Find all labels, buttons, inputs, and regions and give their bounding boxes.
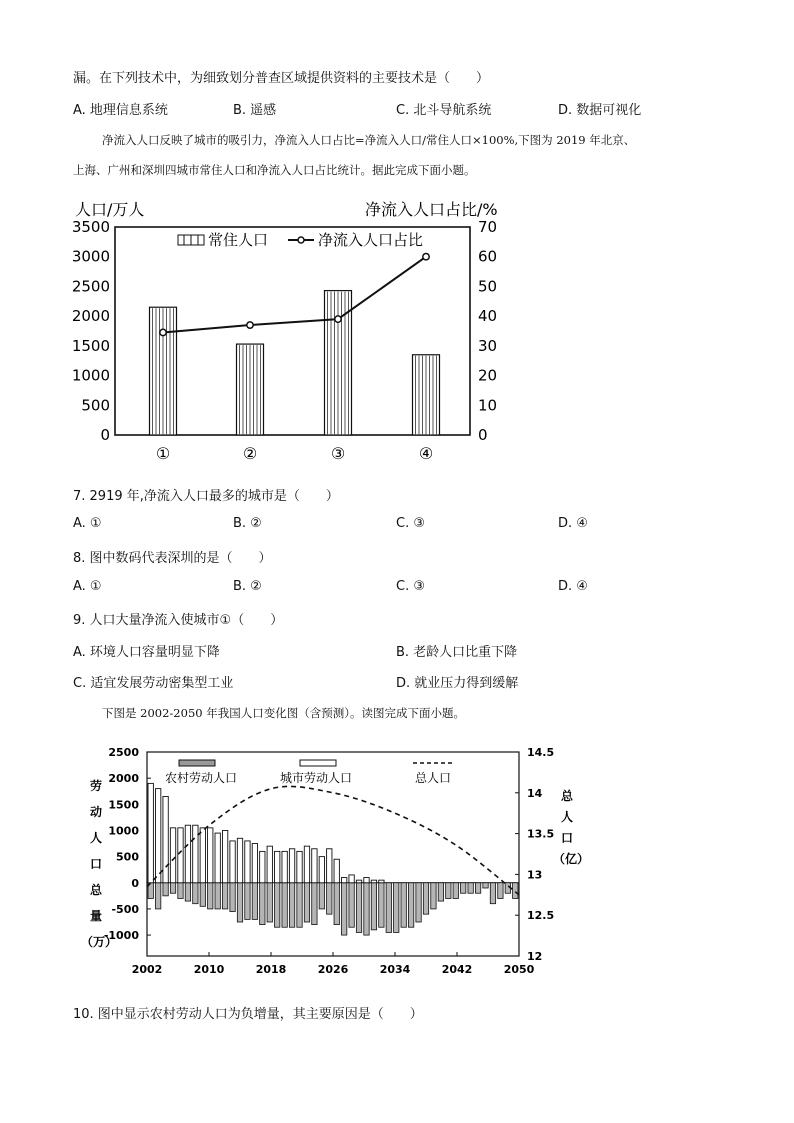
chart2-rural-bar — [401, 883, 406, 927]
chart2-urban-bar — [245, 841, 250, 883]
chart2-urban-bar — [193, 825, 198, 883]
chart2-urban-bar — [155, 789, 160, 883]
chart2-rural-bar — [267, 883, 272, 922]
chart2-rural-bar — [312, 883, 317, 925]
chart2-rural-bar — [416, 883, 421, 922]
chart2-urban-bar — [282, 851, 287, 882]
chart2-urban-bar — [163, 796, 168, 882]
chart2-rural-bar — [304, 883, 309, 922]
chart2-rural-bar — [431, 883, 436, 909]
q7-option-c[interactable]: C. ③ — [396, 516, 425, 531]
chart1-right-tick-label: 50 — [478, 277, 498, 296]
chart2-urban-bar — [208, 828, 213, 883]
q8-option-b[interactable]: B. ② — [233, 579, 262, 594]
chart1-left-tick-label: 2000 — [71, 307, 110, 326]
chart2-urban-bar — [312, 849, 317, 883]
chart1-right-tick-label: 40 — [478, 307, 498, 326]
q6-option-c[interactable]: C. 北斗导航系统 — [396, 103, 492, 118]
chart2-urban-bar — [304, 846, 309, 883]
chart2-x-tick-label: 2002 — [131, 963, 163, 976]
chart2-rural-bar — [327, 883, 332, 914]
chart2-left-title-char: （万） — [81, 935, 118, 949]
chart2-left-tick-label: 1000 — [108, 824, 139, 838]
chart2-urban-bar — [222, 830, 227, 882]
chart1-right-tick-label: 0 — [478, 426, 488, 444]
chart2-rural-bar — [468, 883, 473, 893]
chart1-right-tick-label: 10 — [478, 396, 498, 415]
chart2-rural-bar — [297, 883, 302, 927]
chart2-right-tick-label: 13 — [527, 868, 543, 882]
chart1-right-tick-label: 20 — [478, 366, 498, 385]
chart2-rural-bar — [275, 883, 280, 927]
chart2-urban-bar — [215, 833, 220, 883]
chart1-ratio-line — [163, 257, 426, 333]
chart1-left-tick-label: 1500 — [71, 336, 110, 355]
chart1-category-label: ② — [242, 444, 258, 463]
chart2-legend-rural-label: 农村劳动人口 — [165, 771, 238, 785]
q9-option-d[interactable]: D. 就业压力得到缓解 — [396, 676, 519, 691]
chart2-urban-bar — [185, 825, 190, 883]
chart2-x-tick-label: 2050 — [503, 963, 535, 976]
chart1-right-tick-label: 70 — [478, 218, 498, 236]
chart2-right-title-char: （亿） — [553, 852, 590, 866]
chart2-urban-bar — [327, 849, 332, 883]
chart2-rural-bar — [408, 883, 413, 927]
chart1-ratio-point-1 — [160, 329, 166, 335]
chart2-rural-bar — [490, 883, 495, 904]
q8-option-d[interactable]: D. ④ — [558, 579, 588, 594]
chart2-left-tick-label: 2500 — [108, 746, 139, 759]
chart2-urban-bar — [170, 828, 175, 883]
intro-paragraph-line2: 上海、广州和深圳四城市常住人口和净流入人口占比统计。据此完成下面小题。 — [73, 163, 476, 177]
chart2-rural-bar — [230, 883, 235, 912]
chart2-urban-bar — [275, 851, 280, 882]
chart2-rural-bar — [461, 883, 466, 893]
chart2-rural-bar — [386, 883, 391, 933]
chart2-left-title-char: 劳 — [90, 779, 103, 793]
q8-option-a[interactable]: A. ① — [73, 579, 102, 594]
chart2-x-tick-label: 2042 — [441, 963, 473, 976]
question-9-stem: 9. 人口大量净流入使城市①（ ） — [73, 613, 284, 628]
chart2-rural-bar — [349, 883, 354, 927]
chart2-urban-bar — [364, 878, 369, 883]
chart2-urban-bar — [341, 878, 346, 883]
chart1-legend-bar-label: 常住人口 — [208, 231, 269, 249]
chart1-left-tick-label: 3000 — [71, 247, 110, 266]
q6-option-d[interactable]: D. 数据可视化 — [558, 103, 642, 118]
chart1-left-tick-label: 0 — [100, 426, 110, 444]
chart2-rural-bar — [222, 883, 227, 909]
chart2-rural-bar — [245, 883, 250, 920]
chart2-rural-bar — [453, 883, 458, 899]
chart2-rural-bar — [438, 883, 443, 901]
chart2-x-tick-label: 2034 — [379, 963, 411, 976]
chart2-urban-bar — [178, 828, 183, 883]
chart2-legend-total-label: 总人口 — [415, 771, 452, 785]
chart1-category-label: ④ — [418, 444, 434, 463]
chart2-urban-bar — [260, 851, 265, 882]
chart1-right-tick-label: 60 — [478, 247, 498, 266]
chart2-left-title-char: 总 — [90, 883, 103, 897]
chart2-rural-bar — [364, 883, 369, 935]
q9-option-b[interactable]: B. 老龄人口比重下降 — [396, 645, 518, 660]
chart2-rural-bar — [208, 883, 213, 909]
chart1-left-tick-label: 500 — [81, 396, 110, 415]
chart2-x-tick-label: 2018 — [255, 963, 287, 976]
chart2-rural-bar — [379, 883, 384, 927]
chart2-legend-rural-swatch — [179, 760, 215, 766]
question-7-stem: 7. 2919 年,净流入人口最多的城市是（ ） — [73, 489, 339, 504]
chart1-left-tick-label: 1000 — [71, 366, 110, 385]
chart2-rural-bar — [475, 883, 480, 893]
chart1-right-axis-title: 净流入人口占比/% — [365, 200, 498, 219]
q8-option-c[interactable]: C. ③ — [396, 579, 425, 594]
chart2-right-tick-label: 14.5 — [527, 746, 555, 759]
chart2-rural-bar — [163, 883, 168, 896]
chart2-rural-bar — [289, 883, 294, 927]
q7-option-a[interactable]: A. ① — [73, 516, 102, 531]
q9-option-c[interactable]: C. 适宜发展劳动密集型工业 — [73, 676, 234, 691]
chart2-rural-bar — [178, 883, 183, 899]
q6-option-a[interactable]: A. 地理信息系统 — [73, 103, 168, 118]
chart2-left-tick-label: -1000 — [103, 929, 139, 943]
chart2-rural-bar — [334, 883, 339, 925]
chart2-urban-bar — [237, 838, 242, 882]
q9-option-a[interactable]: A. 环境人口容量明显下降 — [73, 645, 220, 660]
chart2-right-tick-label: 12.5 — [527, 909, 555, 923]
chart2-x-tick-label: 2026 — [317, 963, 349, 976]
labor-population-chart — [75, 740, 595, 985]
chart2-rural-bar — [319, 883, 324, 909]
chart2-rural-bar — [483, 883, 488, 888]
chart1-category-label: ③ — [330, 444, 346, 463]
intro-paragraph-line1: 净流入人口反映了城市的吸引力，净流入人口占比=净流入人口/常住人口×100%,下图为 2019 年北京、 — [102, 133, 636, 147]
chart2-urban-bar — [252, 844, 257, 883]
chart2-rural-bar — [498, 883, 503, 899]
chart1-ratio-point-4 — [423, 254, 429, 260]
chart2-urban-bar — [349, 875, 354, 883]
chart2-rural-bar — [513, 883, 518, 899]
chart2-rural-bar — [252, 883, 257, 920]
chart2-left-tick-label: 0 — [131, 876, 139, 890]
chart2-urban-bar — [356, 880, 361, 883]
chart2-right-title-char: 总 — [561, 789, 574, 803]
question-6-stem: 漏。在下列技术中，为细致划分普查区域提供资料的主要技术是（ ） — [73, 71, 490, 86]
chart2-rural-bar — [215, 883, 220, 909]
chart1-category-label: ① — [155, 444, 171, 463]
chart2-urban-bar — [371, 880, 376, 883]
chart2-right-title-char: 口 — [561, 831, 574, 845]
chart2-right-tick-label: 13.5 — [527, 827, 555, 841]
population-bar-line-chart — [60, 195, 520, 470]
chart2-urban-bar — [319, 857, 324, 883]
chart2-legend-urban-swatch — [300, 760, 336, 766]
chart1-left-axis-title: 人口/万人 — [75, 200, 145, 219]
chart2-rural-bar — [394, 883, 399, 933]
chart2-left-tick-label: 1500 — [108, 798, 139, 812]
chart2-rural-bar — [341, 883, 346, 935]
chart2-urban-bar — [148, 783, 153, 882]
chart2-rural-bar — [155, 883, 160, 909]
chart2-legend-urban-label: 城市劳动人口 — [280, 771, 353, 785]
chart2-right-tick-label: 12 — [527, 950, 543, 963]
chart2-urban-bar — [379, 880, 384, 883]
chart1-left-tick-label: 3500 — [71, 218, 110, 236]
chart2-left-title-char: 人 — [90, 831, 103, 845]
chart2-left-title-char: 口 — [90, 857, 103, 871]
chart2-x-tick-label: 2010 — [193, 963, 225, 976]
intro2-paragraph: 下图是 2002-2050 年我国人口变化图（含预测）。读图完成下面小题。 — [102, 706, 465, 720]
chart1-ratio-point-2 — [247, 322, 253, 328]
chart2-left-tick-label: 500 — [116, 850, 139, 864]
chart2-rural-bar — [282, 883, 287, 927]
chart2-urban-bar — [297, 851, 302, 882]
question-8-stem: 8. 图中数码代表深圳的是（ ） — [73, 551, 272, 566]
chart2-right-title-char: 人 — [561, 810, 574, 824]
chart2-rural-bar — [185, 883, 190, 901]
chart2-urban-bar — [334, 859, 339, 883]
chart2-rural-bar — [423, 883, 428, 914]
chart2-right-tick-label: 14 — [527, 786, 543, 800]
chart2-rural-bar — [371, 883, 376, 930]
chart2-left-tick-label: -500 — [111, 902, 139, 916]
chart2-urban-bar — [289, 849, 294, 883]
question-10-stem: 10. 图中显示农村劳动人口为负增量，其主要原因是（ ） — [73, 1007, 423, 1022]
chart2-urban-bar — [230, 841, 235, 883]
chart2-left-title-char: 量 — [90, 909, 103, 923]
chart2-left-tick-label: 2000 — [108, 772, 139, 786]
chart2-left-title-char: 动 — [90, 805, 103, 819]
chart1-ratio-point-3 — [335, 316, 341, 322]
chart2-urban-bar — [267, 846, 272, 883]
chart2-rural-bar — [260, 883, 265, 925]
chart1-left-tick-label: 2500 — [71, 277, 110, 296]
chart2-rural-bar — [193, 883, 198, 904]
chart2-urban-bar — [200, 828, 205, 883]
q7-option-b[interactable]: B. ② — [233, 516, 262, 531]
chart2-rural-bar — [200, 883, 205, 907]
chart1-legend-line-label: 净流入人口占比 — [318, 231, 424, 249]
chart2-rural-bar — [237, 883, 242, 922]
chart2-rural-bar — [170, 883, 175, 893]
chart2-rural-bar — [446, 883, 451, 899]
chart2-rural-bar — [356, 883, 361, 933]
chart1-right-tick-label: 30 — [478, 336, 498, 355]
q7-option-d[interactable]: D. ④ — [558, 516, 588, 531]
q6-option-b[interactable]: B. 遥感 — [233, 103, 277, 118]
